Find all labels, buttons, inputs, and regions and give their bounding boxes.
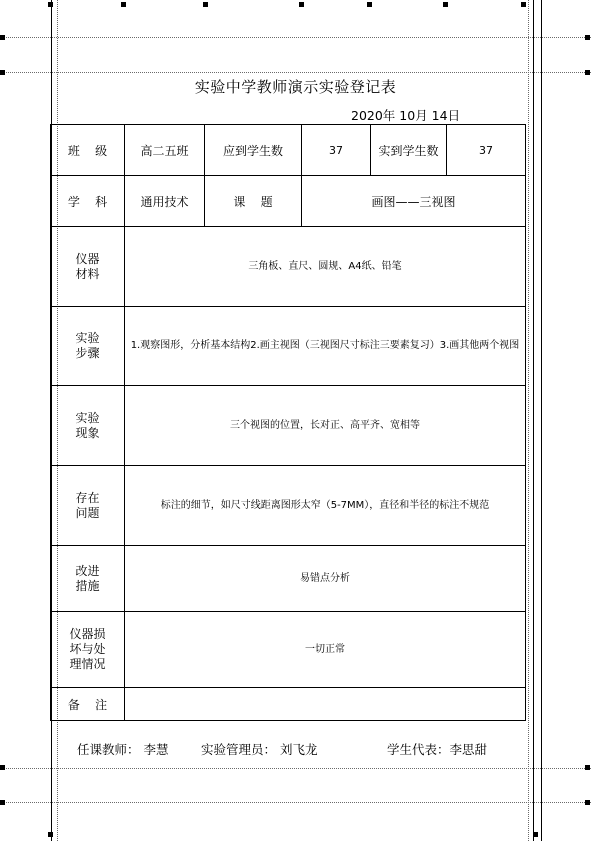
table-row xyxy=(51,307,526,386)
improvement-label-line: 改进 xyxy=(75,563,100,578)
margin-guide-bottom-2 xyxy=(0,802,591,803)
margin-handle[interactable] xyxy=(533,832,538,837)
margin-handle[interactable] xyxy=(0,765,5,770)
expected-students-value[interactable]: 37 xyxy=(302,125,371,176)
steps-value[interactable]: 1.观察图形，分析基本结构2.画主视图（三视图尺寸标注三要素复习）3.画其他两个视图 xyxy=(125,307,526,386)
margin-handle[interactable] xyxy=(0,800,5,805)
damage-label xyxy=(51,612,125,688)
margin-handle[interactable] xyxy=(521,2,526,7)
actual-students-label: 实到学生数 xyxy=(371,125,447,176)
topic-label: 课 题 xyxy=(205,176,302,227)
margin-handle[interactable] xyxy=(585,70,590,75)
table-row xyxy=(51,546,526,612)
margin-handle[interactable] xyxy=(443,2,448,7)
damage-label-line: 坏与处 xyxy=(69,642,106,656)
record-date: 2020年 10月 14日 xyxy=(351,108,461,123)
class-label: 班 级 xyxy=(51,125,125,176)
topic-value[interactable]: 画图——三视图 xyxy=(302,176,526,227)
subject-label: 学 科 xyxy=(51,176,125,227)
table-row xyxy=(51,227,526,307)
margin-handle[interactable] xyxy=(48,832,53,837)
margin-handle[interactable] xyxy=(299,2,304,7)
steps-label-line: 步骤 xyxy=(75,346,100,360)
margin-guide-top-1 xyxy=(0,37,591,38)
margin-handle[interactable] xyxy=(367,2,372,7)
steps-label xyxy=(51,307,125,386)
page-edge-right xyxy=(541,0,542,841)
problems-label-line: 存在 xyxy=(75,490,100,505)
damage-label-line: 理情况 xyxy=(69,657,106,671)
problems-label xyxy=(51,466,125,546)
student-rep-signature: 学生代表：李思甜 xyxy=(387,742,488,757)
margin-handle[interactable] xyxy=(585,800,590,805)
damage-label-line: 仪器损 xyxy=(69,627,106,641)
phenomenon-label xyxy=(51,386,125,466)
table-row xyxy=(51,386,526,466)
margin-handle[interactable] xyxy=(0,35,5,40)
materials-label xyxy=(51,227,125,307)
margin-handle[interactable] xyxy=(48,2,53,7)
table-row xyxy=(51,466,526,546)
materials-label-line: 材料 xyxy=(75,266,100,281)
actual-students-value[interactable]: 37 xyxy=(447,125,526,176)
remarks-value[interactable] xyxy=(125,688,526,721)
margin-guide-bottom-1 xyxy=(0,768,591,769)
remarks-label: 备 注 xyxy=(51,688,125,721)
steps-label-line: 实验 xyxy=(75,331,100,345)
margin-handle[interactable] xyxy=(585,765,590,770)
teacher-signature: 任课教师： 李慧 xyxy=(77,742,169,757)
table-row xyxy=(51,612,526,688)
damage-value[interactable]: 一切正常 xyxy=(125,612,526,688)
materials-label-line: 仪器 xyxy=(75,251,100,266)
improvement-value[interactable]: 易错点分析 xyxy=(125,546,526,612)
table-row xyxy=(51,688,526,721)
margin-guide-right xyxy=(528,0,529,841)
manager-signature: 实验管理员： 刘飞龙 xyxy=(201,742,318,757)
phenomenon-label-line: 实验 xyxy=(75,410,100,425)
class-value[interactable]: 高二五班 xyxy=(125,125,205,176)
improvement-label-line: 措施 xyxy=(75,578,100,593)
phenomenon-value[interactable]: 三个视图的位置，长对正、高平齐、宽相等 xyxy=(125,386,526,466)
expected-students-label: 应到学生数 xyxy=(205,125,302,176)
materials-value[interactable]: 三角板、直尺、圆规、A4纸、铅笔 xyxy=(125,227,526,307)
margin-handle[interactable] xyxy=(585,35,590,40)
improvement-label xyxy=(51,546,125,612)
subject-value[interactable]: 通用技术 xyxy=(125,176,205,227)
problems-label-line: 问题 xyxy=(75,505,100,520)
table-row xyxy=(51,125,526,176)
problems-value[interactable]: 标注的细节，如尺寸线距离图形太窄（5-7MM），直径和半径的标注不规范 xyxy=(125,466,526,546)
phenomenon-label-line: 现象 xyxy=(75,425,100,440)
margin-guide-top-2 xyxy=(0,72,591,73)
margin-handle[interactable] xyxy=(121,2,126,7)
table-row xyxy=(51,176,526,227)
registration-table xyxy=(50,124,526,721)
margin-handle[interactable] xyxy=(0,70,5,75)
document-title: 实验中学教师演示实验登记表 xyxy=(194,78,397,96)
margin-handle[interactable] xyxy=(203,2,208,7)
